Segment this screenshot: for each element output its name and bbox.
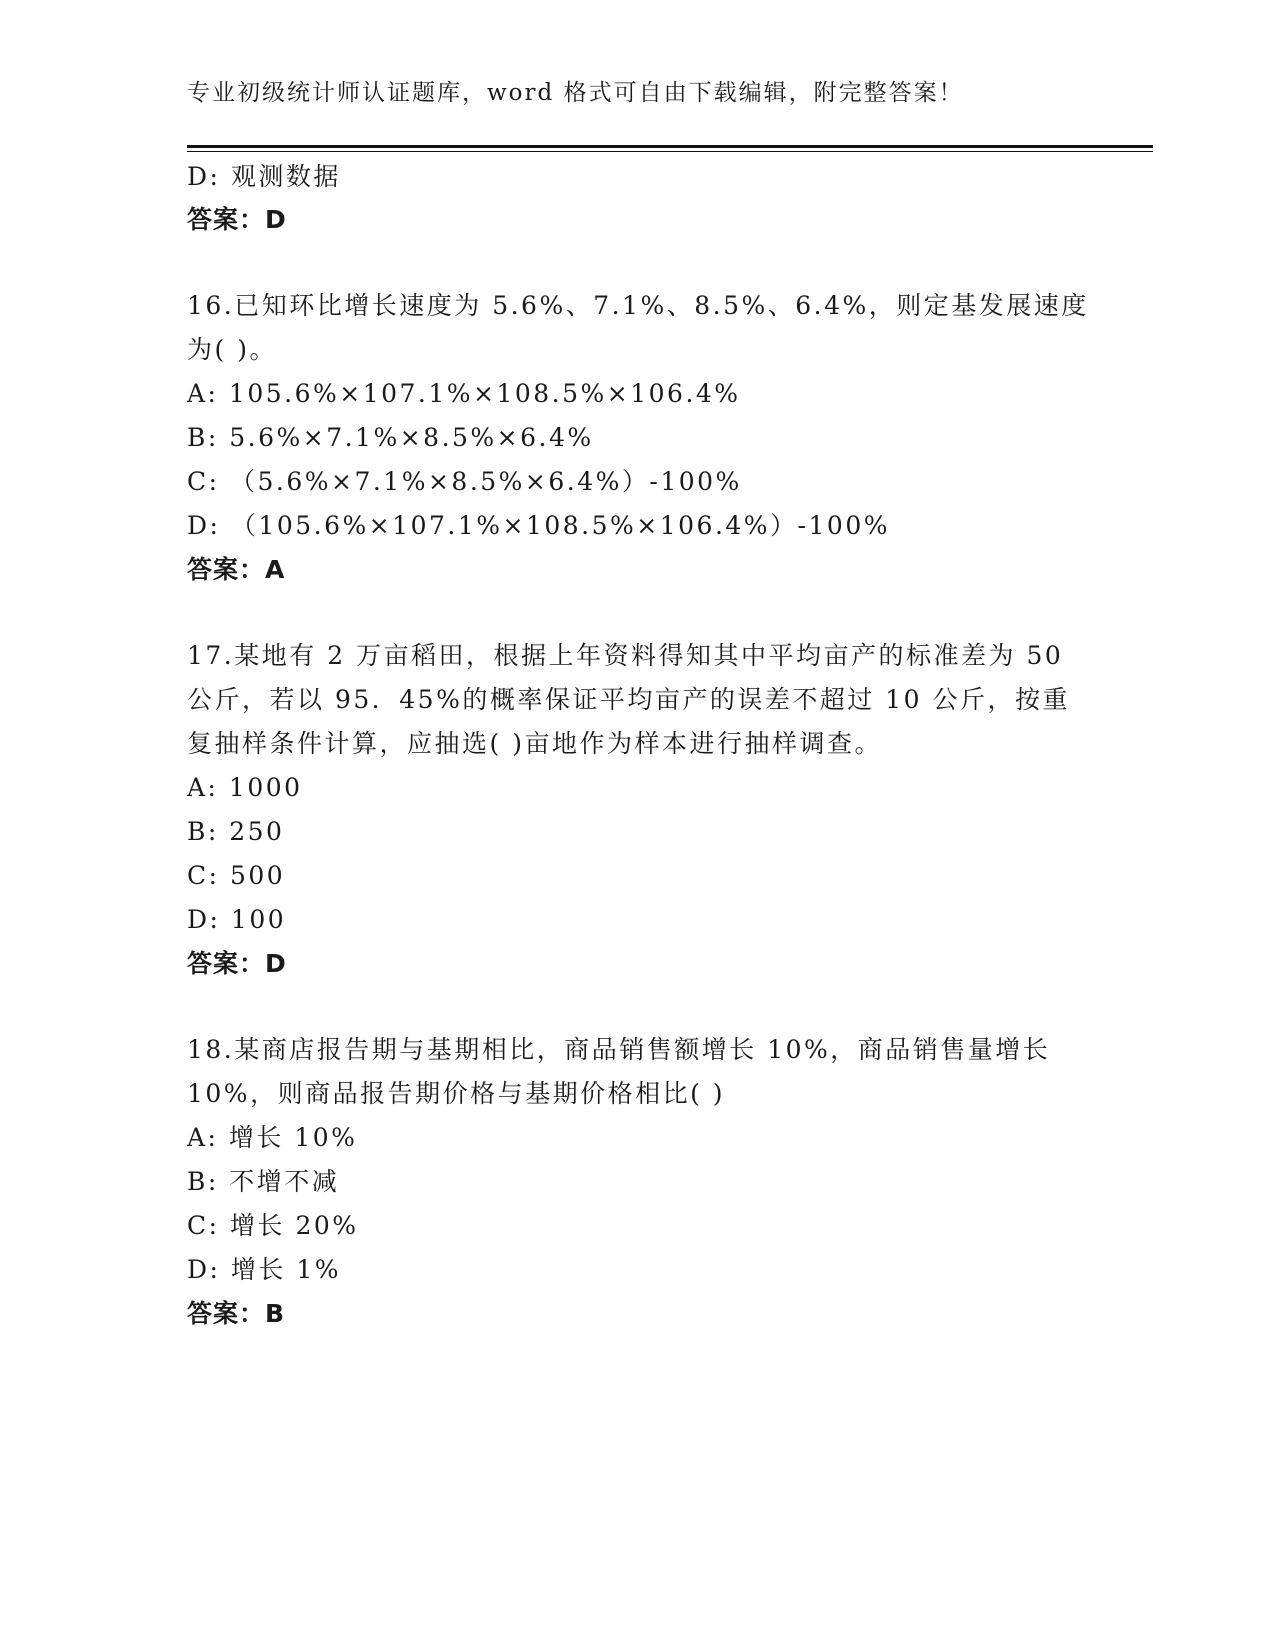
header-text: 专业初级统计师认证题库，word 格式可自由下载编辑，附完整答案！ [187,80,964,106]
header-rule-thin [187,151,1153,152]
q16-stem-line-1: 16.已知环比增长速度为 5.6%、7.1%、8.5%、6.4%，则定基发展速度 [187,291,1089,320]
q18-option-b: B: 不增不减 [187,1167,340,1196]
q18-option-d: D: 增长 1% [187,1255,342,1284]
q18-option-a: A: 增长 10% [187,1123,358,1152]
q17-option-d: D: 100 [187,905,287,934]
header-rule-thick [187,145,1153,148]
q16-option-b: B: 5.6%×7.1%×8.5%×6.4% [187,423,594,452]
q18-stem-line-1: 18.某商店报告期与基期相比，商品销售额增长 10%，商品销售量增长 [187,1035,1051,1064]
q16-option-a: A: 105.6%×107.1%×108.5%×106.4% [187,379,741,408]
q17-option-a: A: 1000 [187,773,303,802]
q17-stem-line-1: 17.某地有 2 万亩稻田，根据上年资料得知其中平均亩产的标准差为 50 [187,641,1064,670]
q18-answer: 答案：B [187,1299,286,1328]
q17-option-c: C: 500 [187,861,286,890]
q16-answer: 答案：A [187,555,286,584]
q16-option-c: C: （5.6%×7.1%×8.5%×6.4%）-100% [187,467,742,496]
prev-option-d: D: 观测数据 [187,162,341,191]
q17-option-b: B: 250 [187,817,285,846]
q16-option-d: D: （105.6%×107.1%×108.5%×106.4%）-100% [187,511,890,540]
q16-stem-line-2: 为( )。 [187,335,277,364]
q18-option-c: C: 增长 20% [187,1211,359,1240]
q17-answer: 答案：D [187,949,287,978]
q17-stem-line-3: 复抽样条件计算，应抽选( )亩地作为样本进行抽样调查。 [187,729,882,758]
q17-stem-line-2: 公斤，若以 95．45%的概率保证平均亩产的误差不超过 10 公斤，按重 [187,685,1071,714]
q18-stem-line-2: 10%，则商品报告期价格与基期价格相比( ) [187,1079,726,1108]
prev-answer: 答案：D [187,205,287,234]
